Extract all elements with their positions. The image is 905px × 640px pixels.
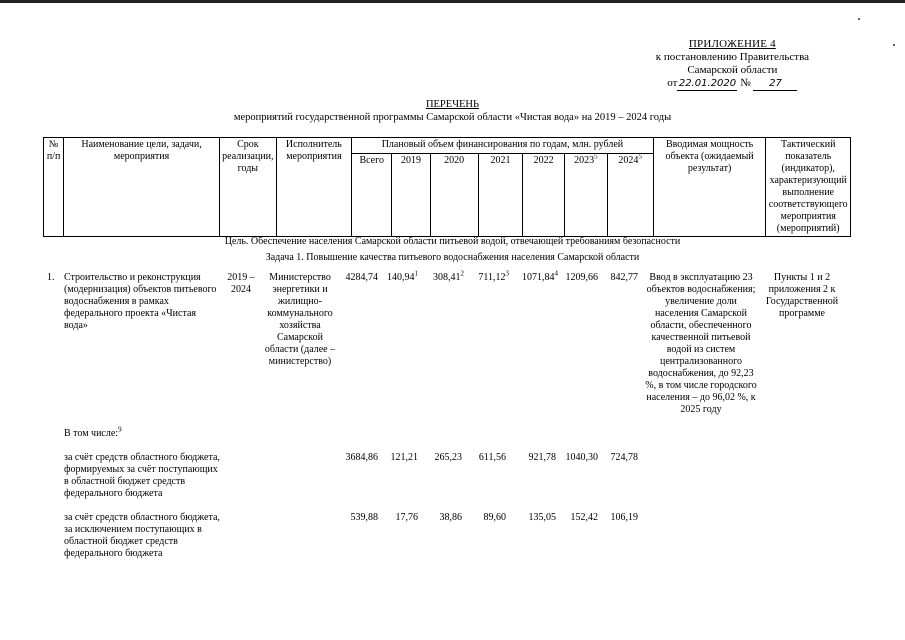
col-indicator-header: Тактический показатель (индикатор), характеризующий выполнение соответствующего мероприятия (мероприятий) xyxy=(766,138,851,237)
year-header-2023: 2023$^5$ xyxy=(565,153,607,236)
sub2-2024: 106,19 xyxy=(610,512,638,523)
sub2-name: за счёт средств областного бюджета, за исключением поступающих в областной бюджет средств федерального бюджета xyxy=(64,512,220,559)
sub2-2019: 17,76 xyxy=(395,512,418,523)
row1-executor: Министерство энергетики и жилищно-коммунального хозяйства Самарской области (далее – министерство) xyxy=(264,272,336,367)
sub2-2020: 38,86 xyxy=(439,512,462,523)
scan-speck xyxy=(858,18,860,20)
sub1-2020: 265,23 xyxy=(434,452,462,463)
sub1-name: за счёт средств областного бюджета, формируемых за счёт поступающих в областной бюджет средств федерального бюджета xyxy=(64,452,220,499)
col-name-header: Наименование цели, задачи, мероприятия xyxy=(64,138,220,237)
col-capacity-header: Вводимая мощность объекта (ожидаемый результат) xyxy=(653,138,766,237)
scan-speck xyxy=(893,44,895,46)
row1-2019: 140,94$^1$ xyxy=(387,269,418,283)
row1-2020: 308,41$^2$ xyxy=(433,269,464,283)
sub2-2021: 89,60 xyxy=(483,512,506,523)
row1-2022: 1071,84$^4$ xyxy=(522,269,558,283)
row1-indicator: Пункты 1 и 2 приложения 2 к Государственной программе xyxy=(765,272,839,319)
document-title: ПЕРЕЧЕНЬ xyxy=(425,99,480,110)
row1-number: 1. xyxy=(47,272,55,283)
appendix-number: 27 xyxy=(753,77,797,91)
year-header-2019: 2019 xyxy=(392,153,430,236)
row1-name: Строительство и реконструкция (модернизация) объектов питьевого водоснабжения в рамках федерального проекта «Чистая вода» xyxy=(64,272,217,331)
col-term-header: Срок реализации, годы xyxy=(220,138,277,237)
task-text: Задача 1. Повышение качества питьевого водоснабжения населения Самарской области xyxy=(265,252,640,263)
sub2-total: 539,88 xyxy=(350,512,378,523)
appendix-title: ПРИЛОЖЕНИЕ 4 xyxy=(688,38,776,50)
row1-total: 4284,74 xyxy=(345,272,378,283)
year-header-2024: 2024$^5$ xyxy=(607,153,653,236)
sub1-total: 3684,86 xyxy=(345,452,378,463)
year-header-2020: 2020 xyxy=(430,153,478,236)
appendix-line-1: к постановлению Правительства xyxy=(655,51,809,63)
year-header-total: Всего xyxy=(352,153,392,236)
goal-text: Цель. Обеспечение населения Самарской области питьевой водой, отвечающей требованиям безопасности xyxy=(224,236,681,247)
row1-capacity: Ввод в эксплуатацию 23 объектов водоснабжения; увеличение доли населения Самарской области, обеспеченного качественной питьевой водой из систем централизованного водоснабжения, до 92,23 %, в том числе городского населения – до 96,02 %, к 2025 году xyxy=(645,272,757,415)
appendix-date: 22.01.2020 xyxy=(678,78,737,89)
year-header-2022: 2022 xyxy=(523,153,565,236)
sub2-2022: 135,05 xyxy=(528,512,556,523)
document-subtitle: мероприятий государственной программы Самарской области «Чистая вода» на 2019 – 2024 годы xyxy=(233,112,672,123)
appendix-line-2: Самарской области xyxy=(687,64,778,76)
including-label: В том числе:$^9$ xyxy=(64,425,122,439)
col-num-header: № п/п xyxy=(44,138,64,237)
row1-term: 2019 – 2024 xyxy=(227,272,255,295)
scan-top-border xyxy=(0,0,905,3)
year-header-2021: 2021 xyxy=(478,153,522,236)
sub1-2023: 1040,30 xyxy=(565,452,598,463)
appendix-block xyxy=(656,38,809,91)
sub1-2019: 121,21 xyxy=(390,452,418,463)
sub2-2023: 152,42 xyxy=(570,512,598,523)
appendix-date-line: от22.01.2020 № 27 xyxy=(656,77,809,91)
row1-2021: 711,12$^3$ xyxy=(478,269,509,283)
row1-2023: 1209,66 xyxy=(565,272,598,283)
sub1-2022: 921,78 xyxy=(528,452,556,463)
col-funding-header: Плановый объем финансирования по годам, млн. рублей xyxy=(352,138,654,154)
col-executor-header: Исполнитель мероприятия xyxy=(276,138,351,237)
document-title-block xyxy=(0,98,905,124)
sub1-2024: 724,78 xyxy=(610,452,638,463)
sub1-2021: 611,56 xyxy=(478,452,506,463)
header-table xyxy=(43,137,851,237)
row1-2024: 842,77 xyxy=(610,272,638,283)
